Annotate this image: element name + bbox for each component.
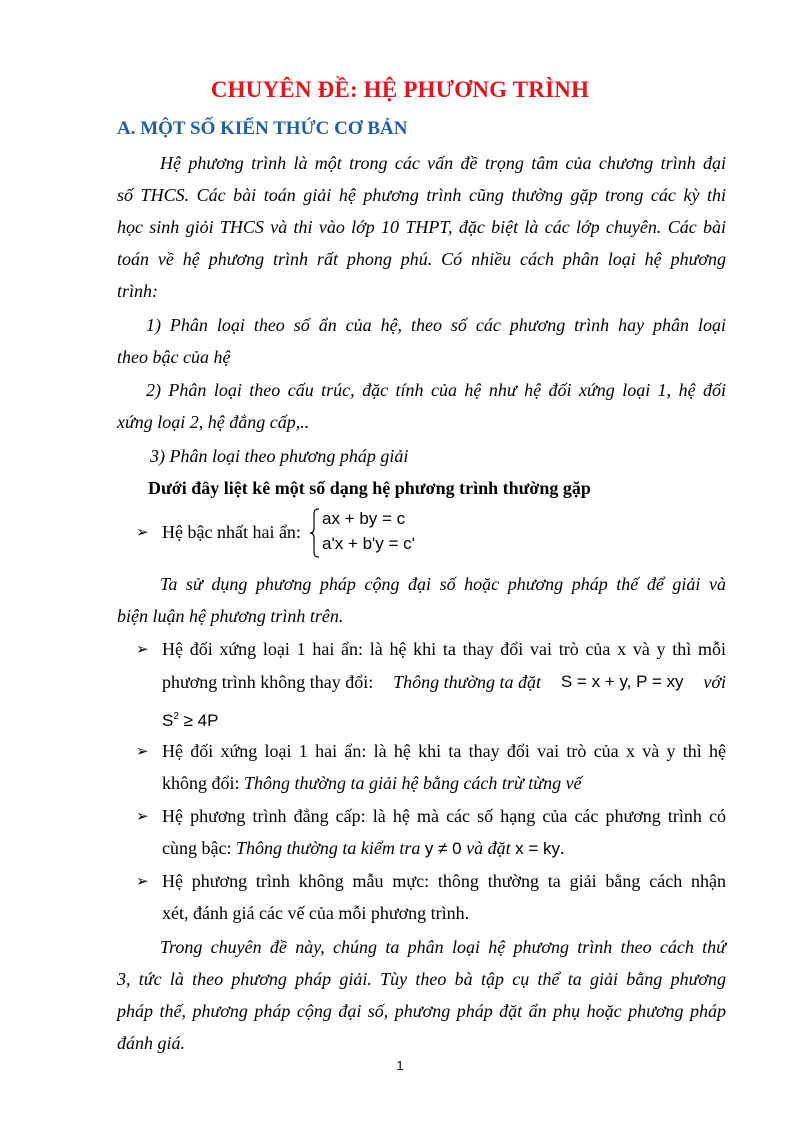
intro-line-5: trình: <box>117 281 159 301</box>
linear-note-line-2: biện luận hệ phương trình trên. <box>117 606 344 626</box>
condition-base: S <box>162 711 174 730</box>
closing-line-1: Trong chuyên đề này, chúng ta phân loại hệ phương trình theo cách thứ <box>160 937 726 957</box>
bullet-arrow-icon: ➢ <box>136 809 149 825</box>
intro-line-4: toán về hệ phương trình rất phong phú. Có nhiều cách phân loại hệ phương <box>117 249 726 269</box>
closing-line-3: pháp thế, phương pháp cộng đại số, phương pháp đặt ẩn phụ hoặc phương pháp <box>117 1001 726 1021</box>
symmetric-1-substitution: S = x + y, P = xy <box>560 672 684 691</box>
nonstandard-line-2: xét, đánh giá các vế của mỗi phương trình. <box>162 903 470 923</box>
intro-line-1: Hệ phương trình là một trong các vấn đề trọng tâm của chương trình đại <box>160 153 726 173</box>
homogeneous-text: cùng bậc: <box>162 838 232 858</box>
bullet-arrow-icon: ➢ <box>136 642 149 658</box>
symmetric-2-line-2 <box>162 767 726 799</box>
page-title: CHUYÊN ĐỀ: HỆ PHƯƠNG TRÌNH <box>210 77 590 102</box>
symmetric-2-line-1: Hệ đối xứng loại 1 hai ẩn: là hệ khi ta thay đổi vai trò của x và y thì hệ <box>162 741 726 761</box>
symmetric-1-condition <box>162 701 726 737</box>
homogeneous-condition: y ≠ 0 <box>424 839 462 858</box>
linear-equation-1: ax + by = c <box>322 509 406 528</box>
classify-1-line-2: theo bậc của hệ <box>117 347 231 367</box>
classify-1-line-1: 1) Phân loại theo số ẩn của hệ, theo số các phương trình hay phân loại <box>146 315 726 335</box>
symmetric-2-hint: Thông thường ta giải hệ bằng cách trừ từng vế <box>244 773 582 793</box>
linear-note-line-1: Ta sử dụng phương pháp cộng đại số hoặc phương pháp thế để giải và <box>160 574 726 594</box>
homogeneous-and: và đặt <box>466 838 511 858</box>
condition-exponent: 2 <box>173 711 179 722</box>
classify-3: 3) Phân loại theo phương pháp giải <box>150 446 409 466</box>
bullet-arrow-icon: ➢ <box>136 744 149 760</box>
condition-rest: ≥ 4P <box>178 711 219 730</box>
symmetric-1-line-2 <box>162 666 726 698</box>
symmetric-2-text: không đổi: <box>162 773 240 793</box>
linear-equation-2: a'x + b'y = c' <box>322 534 415 553</box>
nonstandard-line-1: Hệ phương trình không mẫu mực: thông thường ta giải bằng cách nhận <box>162 871 726 891</box>
homogeneous-substitution: x = ky <box>515 839 560 858</box>
closing-line-4: đánh giá. <box>117 1033 186 1053</box>
homogeneous-period: . <box>560 838 565 858</box>
linear-system-equations <box>309 508 449 558</box>
homogeneous-hint: Thông thường ta kiểm tra <box>235 838 421 858</box>
left-brace-icon <box>309 508 321 558</box>
list-heading: Dưới đây liệt kê một số dạng hệ phương trình thường gặp <box>148 478 591 498</box>
intro-line-3: học sinh giỏi THCS và thi vào lớp 10 THPT, đặc biệt là các lớp chuyên. Các bài <box>117 217 726 237</box>
page-number: 1 <box>396 1058 404 1073</box>
classify-2-line-2: xứng loại 2, hệ đẳng cấp,.. <box>117 412 310 432</box>
classify-2-line-1: 2) Phân loại theo cấu trúc, đặc tính của hệ như hệ đối xứng loại 1, hệ đối <box>146 380 726 400</box>
homogeneous-line-1: Hệ phương trình đẳng cấp: là hệ mà các số hạng của các phương trình có <box>162 806 726 826</box>
bullet-arrow-icon: ➢ <box>136 874 149 890</box>
linear-system-label: Hệ bậc nhất hai ẩn: <box>162 522 301 542</box>
symmetric-1-text: phương trình không thay đổi: <box>162 672 374 692</box>
symmetric-1-hint: Thông thường ta đặt <box>393 672 542 692</box>
symmetric-1-with: với <box>703 672 726 692</box>
bullet-arrow-icon: ➢ <box>136 525 149 541</box>
closing-line-2: 3, tức là theo phương pháp giải. Tùy theo bà tập cụ thể ta giải bằng phương <box>117 969 726 989</box>
intro-line-2: số THCS. Các bài toán giải hệ phương trình cũng thường gặp trong các kỳ thi <box>117 185 726 205</box>
symmetric-1-line-1: Hệ đối xứng loại 1 hai ẩn: là hệ khi ta thay đổi vai trò của x và y thì mỗi <box>162 639 726 659</box>
section-a-heading: A. MỘT SỐ KIẾN THỨC CƠ BẢN <box>117 118 408 139</box>
homogeneous-line-2 <box>162 832 726 865</box>
